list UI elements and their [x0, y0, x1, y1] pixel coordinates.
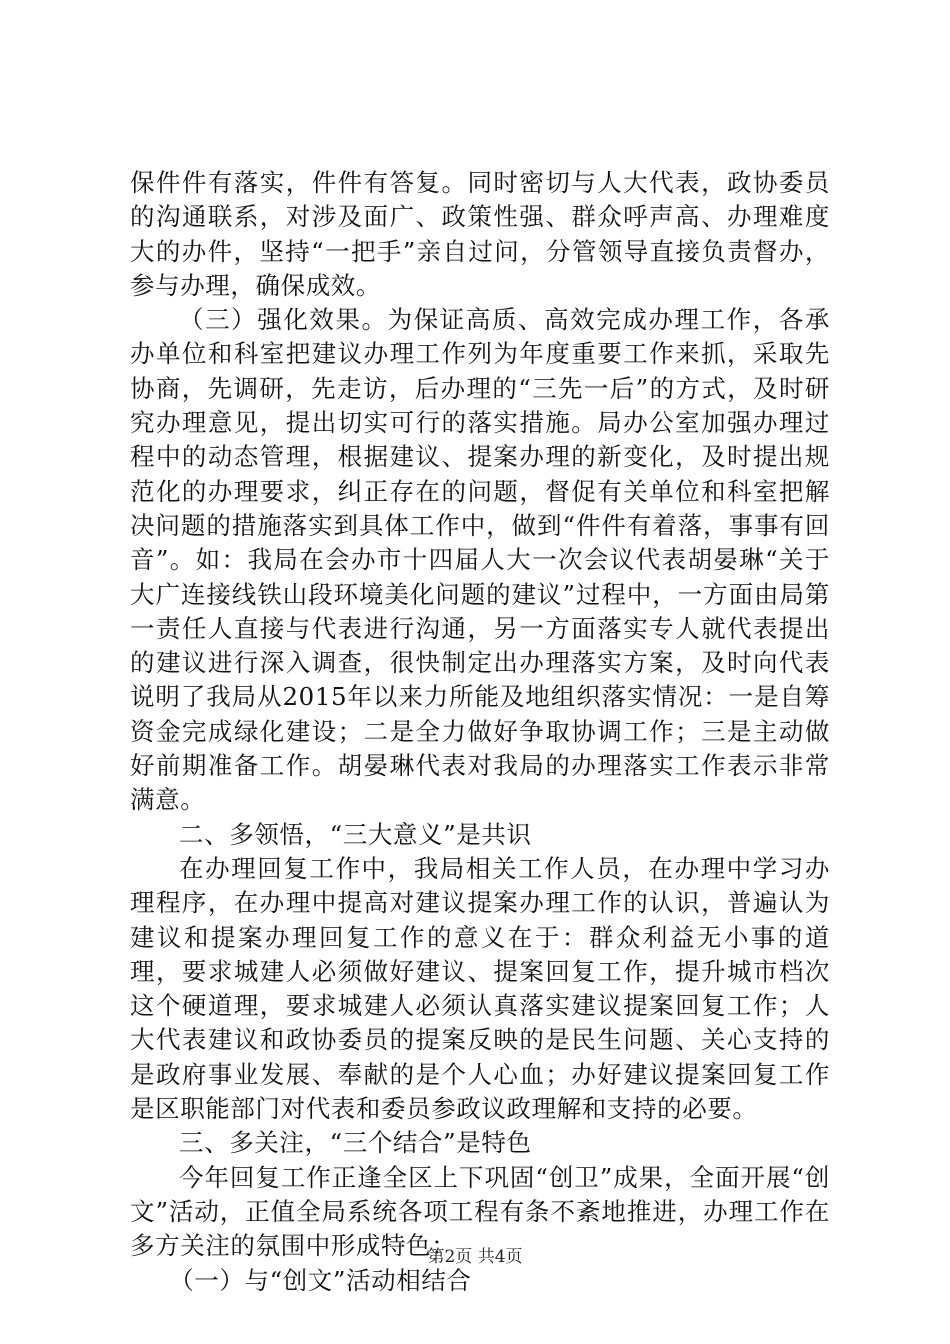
- document-body: [130, 166, 830, 1298]
- subsection-heading-one: （一）与“创文”活动相结合: [169, 1265, 472, 1295]
- page-footer: 第2页 共4页: [427, 1247, 523, 1267]
- section-heading-three: 三、多关注，“三个结合”是特色: [179, 1128, 532, 1158]
- paragraph-continuation: 保件件有落实，件件有答复。同时密切与人大代表，政协委员的沟通联系，对涉及面广、政策性强、群众呼声高、办理难度大的办件，坚持“一把手”亲自过问，分管领导直接负责督办，参与办理，确保成效。: [130, 168, 830, 300]
- paragraph-strengthen-effect: （三）强化效果。为保证高质、高效完成办理工作，各承办单位和科室把建议办理工作列为年度重要工作来抓，采取先协商，先调研，先走访，后办理的“三先一后”的方式，及时研究办理意见，提出切实可行的落实措施。局办公室加强办理过程中的动态管理，根据建议、提案办理的新变化，及时提出规范化的办理要求，纠正存在的问题，督促有关单位和科室把解决问题的措施落实到具体工作中，做到“件件有着落，事事有回音”。如：我局在会办市十四届人大一次会议代表胡晏琳“关于大广连接线铁山段环境美化问题的建议”过程中，一方面由局第一责任人直接与代表进行沟通，另一方面落实专人就代表提出的建议进行深入调查，很快制定出办理落实方案，及时向代表说明了我局从2015年以来力所能及地组织落实情况：一是自筹资金完成绿化建设；二是全力做好争取协调工作；三是主动做好前期准备工作。胡晏琳代表对我局的办理落实工作表示非常满意。: [130, 305, 830, 815]
- paragraph-consensus: 在办理回复工作中，我局相关工作人员，在办理中学习办理程序，在办理中提高对建议提案办理工作的认识，普遍认为建议和提案办理回复工作的意义在于：群众利益无小事的道理，要求城建人必须做好建议、提案回复工作，提升城市档次这个硬道理，要求城建人必须认真落实建议提案回复工作；人大代表建议和政协委员的提案反映的是民生问题、关心支持的是政府事业发展、奉献的是个人心血；办好建议提案回复工作是区职能部门对代表和委员参政议政理解和支持的必要。: [130, 853, 830, 1124]
- section-heading-two: 二、多领悟，“三大意义”是共识: [179, 819, 532, 849]
- paragraph-features: 今年回复工作正逢全区上下巩固“创卫”成果，全面开展“创文”活动，正值全局系统各项工程有条不紊地推进，办理工作在多方关注的氛围中形成特色：: [130, 1162, 830, 1261]
